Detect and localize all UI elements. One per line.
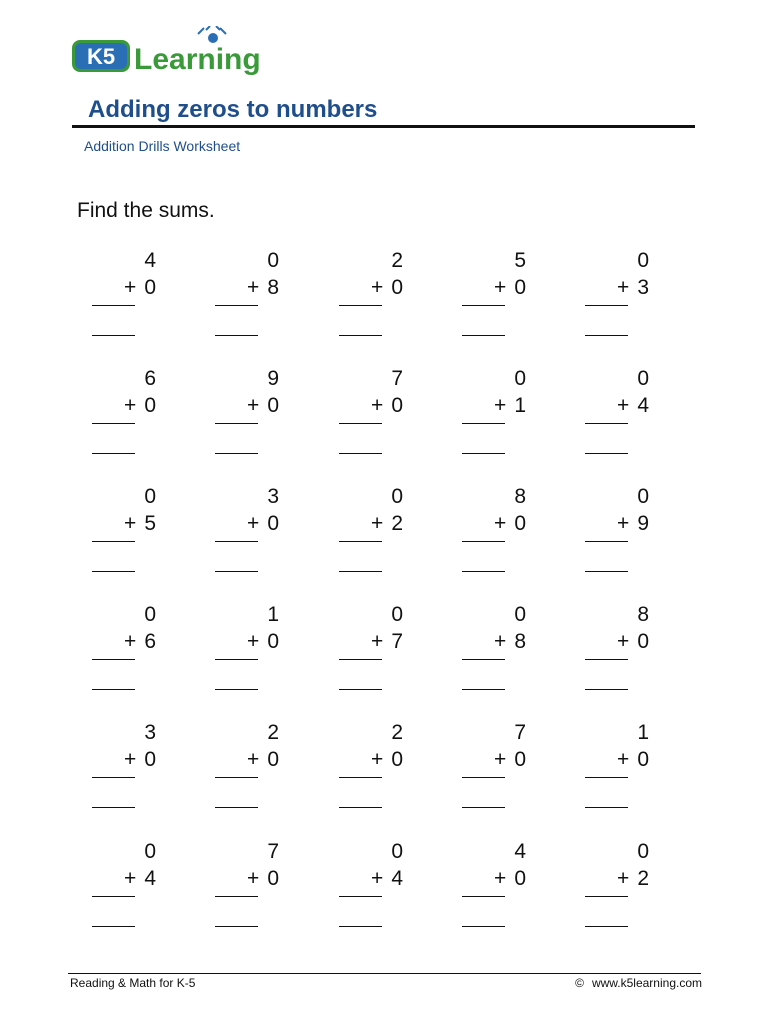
page-title: Adding zeros to numbers	[88, 96, 378, 123]
problem-top-number: 0	[267, 249, 279, 272]
problem-item	[337, 603, 407, 703]
problem-top-number: 8	[637, 603, 649, 626]
problem-bottom-number: 0	[267, 512, 279, 535]
plus-operator: +	[124, 276, 137, 299]
problem-bottom-line	[617, 630, 649, 654]
sum-line	[215, 659, 258, 660]
problem-item	[460, 249, 530, 349]
logo-wordmark: Learning	[134, 43, 261, 76]
problem-item	[213, 367, 283, 467]
problem-item	[337, 367, 407, 467]
problem-item	[583, 840, 653, 940]
sum-line	[215, 305, 258, 306]
problem-item	[460, 840, 530, 940]
answer-blank[interactable]	[215, 807, 258, 808]
sum-line	[585, 659, 628, 660]
title-divider	[72, 125, 695, 128]
sum-line	[92, 423, 135, 424]
answer-blank[interactable]	[339, 689, 382, 690]
problem-bottom-number: 0	[514, 867, 526, 890]
problem-bottom-line	[371, 394, 403, 418]
plus-operator: +	[371, 867, 384, 890]
sum-line	[92, 659, 135, 660]
problem-bottom-number: 7	[391, 630, 403, 653]
problem-bottom-number: 0	[144, 276, 156, 299]
problem-top-number: 2	[267, 721, 279, 744]
sum-line	[215, 896, 258, 897]
sum-line	[339, 659, 382, 660]
footer-left-text: Reading & Math for K-5	[70, 976, 196, 990]
problem-top-number: 4	[514, 840, 526, 863]
answer-blank[interactable]	[585, 807, 628, 808]
plus-operator: +	[494, 394, 507, 417]
plus-operator: +	[371, 630, 384, 653]
answer-blank[interactable]	[92, 335, 135, 336]
problem-top-number: 0	[391, 840, 403, 863]
problem-top-number: 0	[637, 840, 649, 863]
problem-bottom-line	[617, 394, 649, 418]
plus-operator: +	[247, 867, 260, 890]
problem-bottom-line	[247, 867, 279, 891]
problem-bottom-number: 0	[267, 394, 279, 417]
problem-item	[213, 485, 283, 585]
answer-blank[interactable]	[339, 926, 382, 927]
problem-bottom-number: 0	[267, 867, 279, 890]
problem-bottom-line	[371, 748, 403, 772]
problem-bottom-number: 0	[637, 748, 649, 771]
answer-blank[interactable]	[462, 453, 505, 454]
problem-bottom-line	[247, 512, 279, 536]
sum-line	[92, 896, 135, 897]
answer-blank[interactable]	[215, 926, 258, 927]
copyright-symbol: ©	[575, 976, 584, 990]
problem-item	[213, 603, 283, 703]
problem-bottom-number: 0	[144, 748, 156, 771]
problem-top-number: 0	[514, 367, 526, 390]
problem-bottom-number: 0	[514, 512, 526, 535]
sum-line	[462, 777, 505, 778]
problem-bottom-number: 0	[267, 630, 279, 653]
problem-bottom-number: 4	[637, 394, 649, 417]
problem-bottom-number: 5	[144, 512, 156, 535]
problem-top-number: 0	[637, 367, 649, 390]
sum-line	[339, 541, 382, 542]
problem-item	[583, 249, 653, 349]
plus-operator: +	[494, 276, 507, 299]
answer-blank[interactable]	[215, 335, 258, 336]
problem-item	[583, 721, 653, 821]
problem-bottom-line	[371, 867, 403, 891]
sum-line	[339, 896, 382, 897]
problem-bottom-line	[247, 394, 279, 418]
problem-top-number: 2	[391, 721, 403, 744]
problem-bottom-line	[247, 748, 279, 772]
problem-item	[90, 603, 160, 703]
problem-top-number: 0	[637, 249, 649, 272]
plus-operator: +	[617, 512, 630, 535]
sum-line	[585, 896, 628, 897]
sum-line	[585, 777, 628, 778]
footer-right	[575, 976, 702, 990]
problem-bottom-line	[494, 630, 526, 654]
plus-operator: +	[617, 276, 630, 299]
plus-operator: +	[124, 630, 137, 653]
sum-line	[339, 305, 382, 306]
sum-line	[339, 423, 382, 424]
problem-item	[213, 840, 283, 940]
problem-item	[337, 721, 407, 821]
problem-bottom-line	[617, 276, 649, 300]
plus-operator: +	[124, 748, 137, 771]
problem-bottom-number: 0	[514, 276, 526, 299]
problem-bottom-number: 0	[391, 394, 403, 417]
answer-blank[interactable]	[92, 571, 135, 572]
problem-bottom-number: 0	[391, 748, 403, 771]
answer-blank[interactable]	[585, 926, 628, 927]
problem-bottom-line	[494, 394, 526, 418]
problem-bottom-number: 0	[144, 394, 156, 417]
problem-item	[213, 721, 283, 821]
sum-line	[462, 659, 505, 660]
answer-blank[interactable]	[92, 926, 135, 927]
footer-divider	[68, 973, 701, 974]
answer-blank[interactable]	[92, 453, 135, 454]
plus-operator: +	[247, 630, 260, 653]
answer-blank[interactable]	[462, 335, 505, 336]
plus-operator: +	[494, 630, 507, 653]
answer-blank[interactable]	[462, 926, 505, 927]
sum-line	[339, 777, 382, 778]
sum-line	[215, 777, 258, 778]
answer-blank[interactable]	[462, 689, 505, 690]
problem-bottom-number: 0	[391, 276, 403, 299]
problem-item	[337, 249, 407, 349]
plus-operator: +	[124, 512, 137, 535]
plus-operator: +	[247, 276, 260, 299]
problem-top-number: 7	[391, 367, 403, 390]
answer-blank[interactable]	[92, 807, 135, 808]
problem-top-number: 0	[144, 603, 156, 626]
problem-top-number: 2	[391, 249, 403, 272]
problem-item	[583, 367, 653, 467]
problem-top-number: 1	[637, 721, 649, 744]
problem-bottom-number: 1	[514, 394, 526, 417]
problem-bottom-line	[494, 748, 526, 772]
problem-bottom-number: 0	[267, 748, 279, 771]
sum-line	[585, 541, 628, 542]
problem-bottom-number: 9	[637, 512, 649, 535]
plus-operator: +	[247, 512, 260, 535]
sum-line	[462, 541, 505, 542]
logo-k5-text: K5	[86, 44, 116, 69]
problem-bottom-number: 0	[637, 630, 649, 653]
problem-top-number: 0	[514, 603, 526, 626]
answer-blank[interactable]	[462, 571, 505, 572]
answer-blank[interactable]	[585, 453, 628, 454]
plus-operator: +	[371, 512, 384, 535]
problem-item	[90, 485, 160, 585]
plus-operator: +	[371, 276, 384, 299]
footer-url: www.k5learning.com	[591, 976, 702, 990]
sum-line	[215, 423, 258, 424]
problem-bottom-line	[494, 867, 526, 891]
sum-line	[462, 305, 505, 306]
problem-bottom-number: 8	[514, 630, 526, 653]
answer-blank[interactable]	[339, 571, 382, 572]
plus-operator: +	[247, 394, 260, 417]
problem-bottom-line	[247, 276, 279, 300]
problem-bottom-line	[124, 512, 156, 536]
instructions: Find the sums.	[77, 199, 215, 222]
problem-bottom-line	[494, 512, 526, 536]
answer-blank[interactable]	[339, 807, 382, 808]
answer-blank[interactable]	[462, 807, 505, 808]
problem-top-number: 9	[267, 367, 279, 390]
plus-operator: +	[247, 748, 260, 771]
plus-operator: +	[494, 748, 507, 771]
problem-bottom-line	[124, 394, 156, 418]
problem-item	[583, 485, 653, 585]
problem-item	[583, 603, 653, 703]
answer-blank[interactable]	[585, 571, 628, 572]
answer-blank[interactable]	[339, 335, 382, 336]
plus-operator: +	[371, 748, 384, 771]
problem-bottom-number: 6	[144, 630, 156, 653]
problem-bottom-line	[617, 512, 649, 536]
problem-item	[460, 721, 530, 821]
problem-top-number: 1	[267, 603, 279, 626]
page-subtitle: Addition Drills Worksheet	[84, 138, 241, 154]
problem-bottom-line	[124, 867, 156, 891]
problem-top-number: 3	[267, 485, 279, 508]
problem-top-number: 4	[144, 249, 156, 272]
problem-bottom-number: 0	[514, 748, 526, 771]
plus-operator: +	[371, 394, 384, 417]
problem-item	[90, 721, 160, 821]
problem-top-number: 0	[637, 485, 649, 508]
answer-blank[interactable]	[215, 571, 258, 572]
problem-item	[460, 485, 530, 585]
answer-blank[interactable]	[339, 453, 382, 454]
problem-bottom-line	[617, 748, 649, 772]
plus-operator: +	[617, 394, 630, 417]
problem-top-number: 3	[144, 721, 156, 744]
problem-bottom-line	[371, 630, 403, 654]
answer-blank[interactable]	[215, 689, 258, 690]
answer-blank[interactable]	[92, 689, 135, 690]
sum-line	[92, 777, 135, 778]
plus-operator: +	[124, 394, 137, 417]
sum-line	[215, 541, 258, 542]
problem-bottom-number: 4	[391, 867, 403, 890]
problem-bottom-number: 4	[144, 867, 156, 890]
plus-operator: +	[494, 512, 507, 535]
problem-item	[337, 840, 407, 940]
problem-top-number: 6	[144, 367, 156, 390]
problem-top-number: 0	[391, 485, 403, 508]
plus-operator: +	[617, 630, 630, 653]
problem-top-number: 5	[514, 249, 526, 272]
sum-line	[462, 896, 505, 897]
problem-item	[337, 485, 407, 585]
problem-item	[90, 367, 160, 467]
answer-blank[interactable]	[585, 335, 628, 336]
answer-blank[interactable]	[215, 453, 258, 454]
problem-bottom-line	[124, 630, 156, 654]
sum-line	[462, 423, 505, 424]
problem-top-number: 0	[144, 485, 156, 508]
sum-line	[92, 305, 135, 306]
sum-line	[585, 423, 628, 424]
problem-top-number: 0	[391, 603, 403, 626]
problem-bottom-line	[124, 276, 156, 300]
problem-item	[90, 249, 160, 349]
plus-operator: +	[617, 748, 630, 771]
problem-bottom-line	[247, 630, 279, 654]
problem-top-number: 8	[514, 485, 526, 508]
problem-bottom-number: 2	[637, 867, 649, 890]
problem-item	[460, 603, 530, 703]
plus-operator: +	[494, 867, 507, 890]
problem-bottom-line	[494, 276, 526, 300]
problem-top-number: 7	[514, 721, 526, 744]
problem-bottom-line	[124, 748, 156, 772]
problem-item	[90, 840, 160, 940]
problem-bottom-number: 2	[391, 512, 403, 535]
sum-line	[92, 541, 135, 542]
problem-top-number: 0	[144, 840, 156, 863]
problem-item	[213, 249, 283, 349]
k5-learning-logo	[70, 26, 265, 82]
plus-operator: +	[617, 867, 630, 890]
problem-bottom-number: 8	[267, 276, 279, 299]
problem-top-number: 7	[267, 840, 279, 863]
problem-bottom-line	[371, 512, 403, 536]
sum-line	[585, 305, 628, 306]
answer-blank[interactable]	[585, 689, 628, 690]
problem-bottom-number: 3	[637, 276, 649, 299]
plus-operator: +	[124, 867, 137, 890]
problem-item	[460, 367, 530, 467]
problem-bottom-line	[371, 276, 403, 300]
problem-bottom-line	[617, 867, 649, 891]
